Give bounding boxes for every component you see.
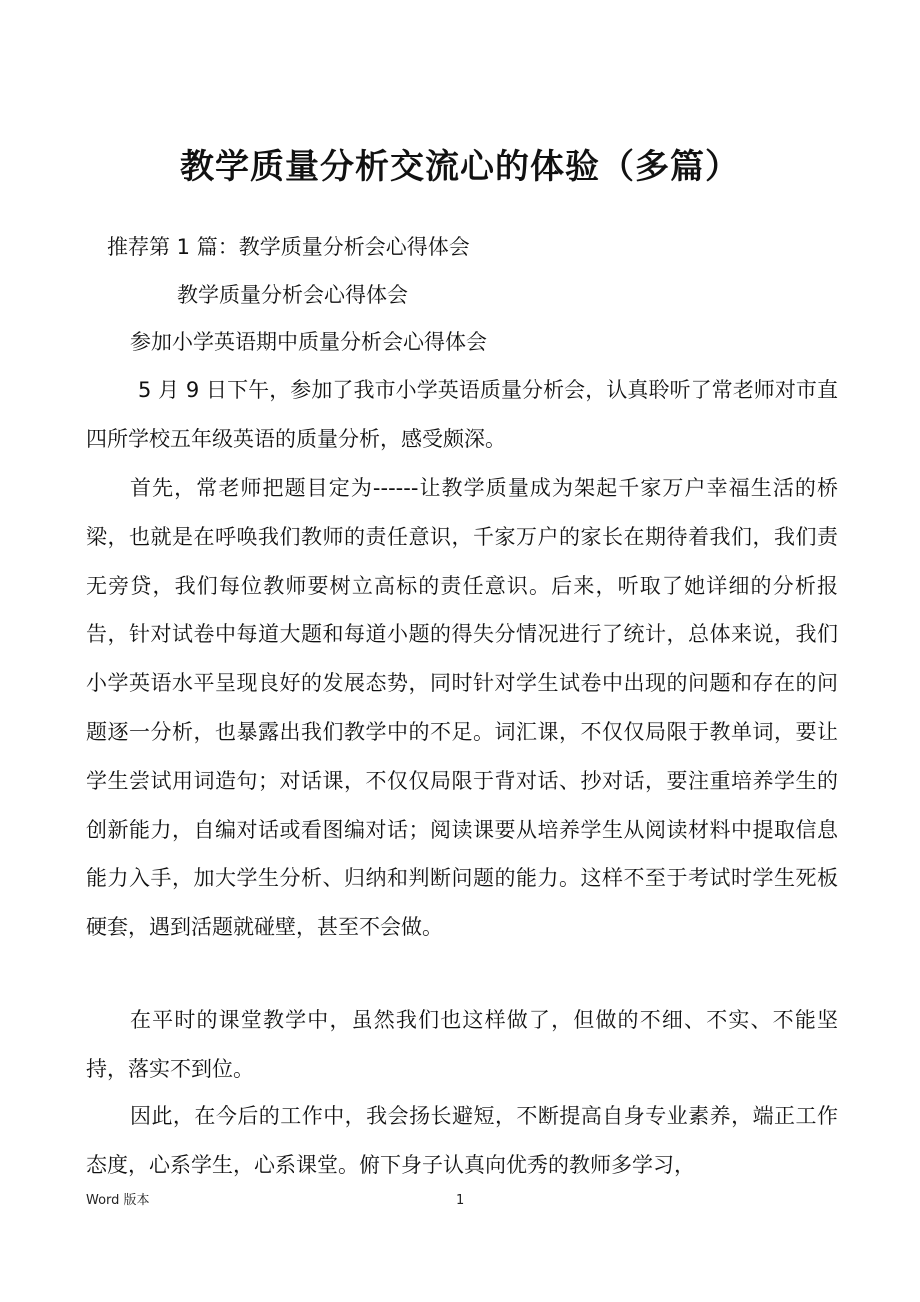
paragraph-4: 因此，在今后的工作中，我会扬长避短，不断提高自身专业素养，端正工作态度，心系学生，心系课堂。俯下身子认真向优秀的教师多学习， [86, 1104, 838, 1177]
article-subheading: 教学质量分析会心得体会 [177, 283, 408, 307]
paragraph-3: 在平时的课堂教学中，虽然我们也这样做了，但做的不细、不实、不能坚持，落实不到位。 [86, 1008, 838, 1081]
paragraph-1: 5 月 9 日下午，参加了我市小学英语质量分析会，认真聆听了常老师对市直四所学校五年级英语的质量分析，感受颇深。 [86, 378, 838, 451]
footer-version-label: Word 版本 [86, 1193, 150, 1208]
article-subtitle: 参加小学英语期中质量分析会心得体会 [130, 330, 487, 354]
footer-page-number: 1 [456, 1193, 465, 1208]
paragraph-2: 首先，常老师把题目定为------让教学质量成为架起千家万户幸福生活的桥梁，也就是在呼唤我们教师的责任意识，千家万户的家长在期待着我们，我们责无旁贷，我们每位教师要树立高标的责任意识。后来，听取了她详细的分析报告，针对试卷中每道大题和每道小题的得失分情况进行了统计，总体来说，我们小学英语水平呈现良好的发展态势，同时针对学生试卷中出现的问题和存在的问题逐一分析，也暴露出我们教学中的不足。词汇课，不仅仅局限于教单词，要让学生尝试用词造句；对话课，不仅仅局限于背对话、抄对话，要注重培养学生的创新能力，自编对话或看图编对话；阅读课要从培养学生从阅读材料中提取信息能力入手，加大学生分析、归纳和判断问题的能力。这样不至于考试时学生死板硬套，遇到活题就碰壁，甚至不会做。 [86, 476, 838, 940]
recommend-heading: 推荐第 1 篇：教学质量分析会心得体会 [107, 235, 470, 259]
document-title: 教学质量分析交流心的体验（多篇） [180, 147, 740, 187]
